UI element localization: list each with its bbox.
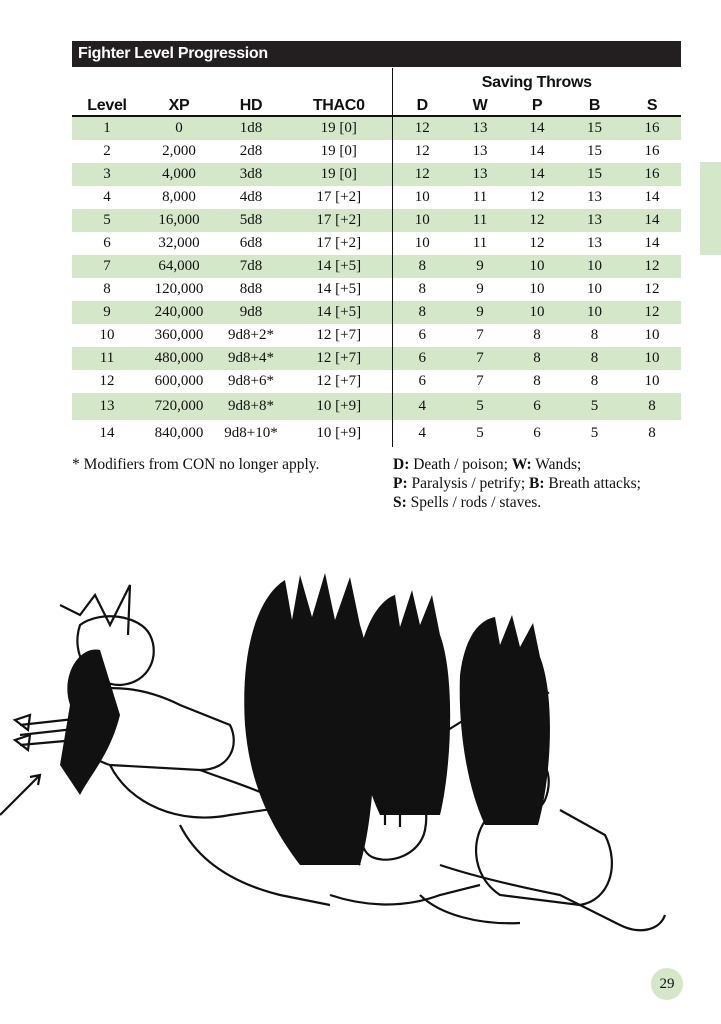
table-cell: 4d8 xyxy=(239,189,263,205)
table-cell: 2 xyxy=(103,143,111,159)
table-cell: 14 xyxy=(644,189,660,205)
table-cell: 14 [+5] xyxy=(286,301,392,324)
table-cell: 600,000 xyxy=(154,373,204,389)
table-cell: 12 xyxy=(644,281,660,297)
legend-text-w: Wands; xyxy=(531,456,582,473)
table-cell: 9d8+2* xyxy=(228,327,274,343)
table-cell: 13 xyxy=(452,163,508,186)
table-cell: 5 xyxy=(452,393,508,420)
table-cell: 5 xyxy=(590,425,599,441)
table-cell: 6 xyxy=(392,370,452,393)
table-cell: 12 xyxy=(623,301,681,324)
table-cell: 12 xyxy=(529,235,545,251)
column-header-p: P xyxy=(508,92,566,116)
table-row xyxy=(72,347,681,370)
table-cell: 9d8+4* xyxy=(216,347,286,370)
table-row xyxy=(72,393,681,420)
table-cell: 9 xyxy=(452,301,508,324)
table-cell: 6 xyxy=(103,235,111,251)
table-cell: 7 xyxy=(476,373,484,389)
table-cell: 12 xyxy=(508,209,566,232)
table-row xyxy=(72,116,681,140)
table-cell: 14 xyxy=(623,209,681,232)
table-cell: 14 xyxy=(508,163,566,186)
table-cell: 12 xyxy=(392,116,452,140)
table-cell: 10 xyxy=(99,327,115,343)
table-cell: 120,000 xyxy=(154,281,204,297)
table-cell: 7 xyxy=(476,327,484,343)
column-header-level: Level xyxy=(72,92,142,116)
table-cell: 2d8 xyxy=(239,143,263,159)
legend-text-s: Spells / rods / staves. xyxy=(406,494,542,511)
table-cell: 12 [+7] xyxy=(286,347,392,370)
table-row xyxy=(72,186,681,209)
table-cell: 5d8 xyxy=(216,209,286,232)
table-cell: 16 xyxy=(644,143,660,159)
legend-text-b: Breath attacks; xyxy=(544,475,641,492)
table-row xyxy=(72,209,681,232)
table-row xyxy=(72,370,681,393)
table-cell: 8 xyxy=(392,278,452,301)
table-cell: 4,000 xyxy=(142,163,216,186)
table-cell: 10 xyxy=(566,255,623,278)
table-cell: 10 xyxy=(566,301,623,324)
table-cell: 6 xyxy=(392,347,452,370)
table-cell: 19 [0] xyxy=(320,143,357,159)
table-cell: 19 [0] xyxy=(286,163,392,186)
table-cell: 9d8+10* xyxy=(224,425,278,441)
table-cell: 5 xyxy=(566,393,623,420)
table-cell: 7 xyxy=(72,255,142,278)
column-header-w: W xyxy=(452,92,508,116)
table-cell: 4 xyxy=(103,189,111,205)
legend-key-d: D: xyxy=(393,456,410,473)
table-cell: 3d8 xyxy=(216,163,286,186)
table-cell: 15 xyxy=(566,163,623,186)
table-cell: 13 xyxy=(72,393,142,420)
table-cell: 8 xyxy=(533,327,541,343)
table-cell: 10 xyxy=(392,186,452,209)
page-number: 29 xyxy=(651,968,683,1000)
table-cell: 840,000 xyxy=(154,425,204,441)
table-row xyxy=(72,232,681,255)
column-header-d: D xyxy=(392,92,452,116)
table-cell: 11 xyxy=(472,189,488,205)
table-cell: 1d8 xyxy=(216,116,286,140)
table-cell: 7 xyxy=(452,347,508,370)
legend-text-p: Paralysis / petrify; xyxy=(407,475,530,492)
table-cell: 8 xyxy=(566,347,623,370)
table-cell: 16,000 xyxy=(142,209,216,232)
table-cell: 13 xyxy=(566,209,623,232)
table-cell: 6d8 xyxy=(239,235,263,251)
legend-key-b: B: xyxy=(529,475,545,492)
section-tab xyxy=(700,162,721,255)
table-cell: 15 xyxy=(587,143,602,159)
table-cell: 64,000 xyxy=(142,255,216,278)
table-cell: 1 xyxy=(72,116,142,140)
table-cell: 9 xyxy=(452,255,508,278)
table-cell: 14 [+5] xyxy=(286,255,392,278)
table-row xyxy=(72,420,681,447)
table-cell: 8 xyxy=(103,281,111,297)
table-cell: 12 xyxy=(529,189,545,205)
legend-key-p: P: xyxy=(393,475,408,492)
table-cell: 10 xyxy=(644,373,660,389)
table-row xyxy=(72,163,681,186)
table-cell: 13 xyxy=(452,116,508,140)
table-cell: 14 xyxy=(644,235,660,251)
table-cell: 10 xyxy=(623,347,681,370)
fighters-battle-illustration xyxy=(0,565,721,960)
table-cell: 8,000 xyxy=(162,189,196,205)
table-cell: 5 xyxy=(476,425,484,441)
table-row xyxy=(72,278,681,301)
table-cell: 5 xyxy=(72,209,142,232)
table-cell: 13 xyxy=(587,235,602,251)
table-row xyxy=(72,255,681,278)
table-cell: 12 [+7] xyxy=(316,373,362,389)
table-cell: 8 xyxy=(508,347,566,370)
table-cell: 6 xyxy=(508,393,566,420)
table-cell: 17 [+2] xyxy=(286,209,392,232)
footnote: * Modifiers from CON no longer apply. xyxy=(72,456,320,473)
table-cell: 12 xyxy=(392,163,452,186)
table-cell: 11 xyxy=(452,209,508,232)
column-header-hd: HD xyxy=(216,92,286,116)
saving-throws-legend xyxy=(393,455,693,512)
saving-throws-header: Saving Throws xyxy=(392,68,681,92)
table-cell: 12 [+7] xyxy=(316,327,362,343)
table-cell: 10 [+9] xyxy=(286,393,392,420)
table-cell: 12 xyxy=(392,140,452,163)
table-cell: 17 [+2] xyxy=(316,235,362,251)
table-cell: 6 xyxy=(533,425,541,441)
fighter-progression-table xyxy=(72,68,681,447)
table-cell: 10 xyxy=(529,281,545,297)
table-cell: 4 xyxy=(392,420,452,447)
column-header-b: B xyxy=(566,92,623,116)
table-cell: 17 [+2] xyxy=(316,189,362,205)
table-cell: 720,000 xyxy=(142,393,216,420)
table-cell: 7d8 xyxy=(216,255,286,278)
table-cell: 8 xyxy=(392,255,452,278)
table-cell: 10 xyxy=(392,232,452,255)
table-cell: 16 xyxy=(623,116,681,140)
table-cell: 8d8 xyxy=(239,281,263,297)
table-cell: 9d8 xyxy=(216,301,286,324)
table-cell: 10 [+9] xyxy=(316,425,362,441)
table-cell: 13 xyxy=(587,189,602,205)
table-cell: 13 xyxy=(472,143,488,159)
table-cell: 10 xyxy=(392,209,452,232)
table-cell: 3 xyxy=(72,163,142,186)
table-cell: 6 xyxy=(392,324,452,347)
legend-key-s: S: xyxy=(393,494,407,511)
table-cell: 9d8+8* xyxy=(216,393,286,420)
table-cell: 9 xyxy=(476,281,484,297)
table-cell: 14 xyxy=(99,425,115,441)
table-cell: 14 xyxy=(529,143,545,159)
table-cell: 10 xyxy=(587,281,602,297)
table-cell: 16 xyxy=(623,163,681,186)
table-cell: 10 xyxy=(508,301,566,324)
table-cell: 14 [+5] xyxy=(316,281,362,297)
table-cell: 10 xyxy=(508,255,566,278)
table-cell: 15 xyxy=(566,116,623,140)
column-header-thac0: THAC0 xyxy=(286,92,392,116)
table-cell: 32,000 xyxy=(158,235,200,251)
table-cell: 8 xyxy=(623,393,681,420)
table-title: Fighter Level Progression xyxy=(72,41,681,67)
table-cell: 0 xyxy=(142,116,216,140)
table-row xyxy=(72,324,681,347)
table-cell: 240,000 xyxy=(142,301,216,324)
table-cell: 8 xyxy=(392,301,452,324)
table-cell: 8 xyxy=(590,373,599,389)
column-header-xp: XP xyxy=(142,92,216,116)
table-cell: 480,000 xyxy=(142,347,216,370)
column-header-s: S xyxy=(623,92,681,116)
table-cell: 8 xyxy=(648,425,656,441)
table-row xyxy=(72,301,681,324)
legend-key-w: W: xyxy=(511,456,532,473)
table-row xyxy=(72,140,681,163)
table-cell: 14 xyxy=(508,116,566,140)
table-cell: 9d8+6* xyxy=(228,373,274,389)
table-cell: 2,000 xyxy=(162,143,196,159)
table-cell: 8 xyxy=(533,373,541,389)
table-cell: 11 xyxy=(472,235,488,251)
table-cell: 12 xyxy=(623,255,681,278)
table-cell: 19 [0] xyxy=(286,116,392,140)
legend-text-d: Death / poison; xyxy=(409,456,512,473)
table-cell: 8 xyxy=(590,327,599,343)
table-cell: 10 xyxy=(644,327,660,343)
table-cell: 4 xyxy=(392,393,452,420)
table-cell: 12 xyxy=(99,373,115,389)
table-cell: 9 xyxy=(72,301,142,324)
table-cell: 360,000 xyxy=(154,327,204,343)
table-cell: 11 xyxy=(72,347,142,370)
